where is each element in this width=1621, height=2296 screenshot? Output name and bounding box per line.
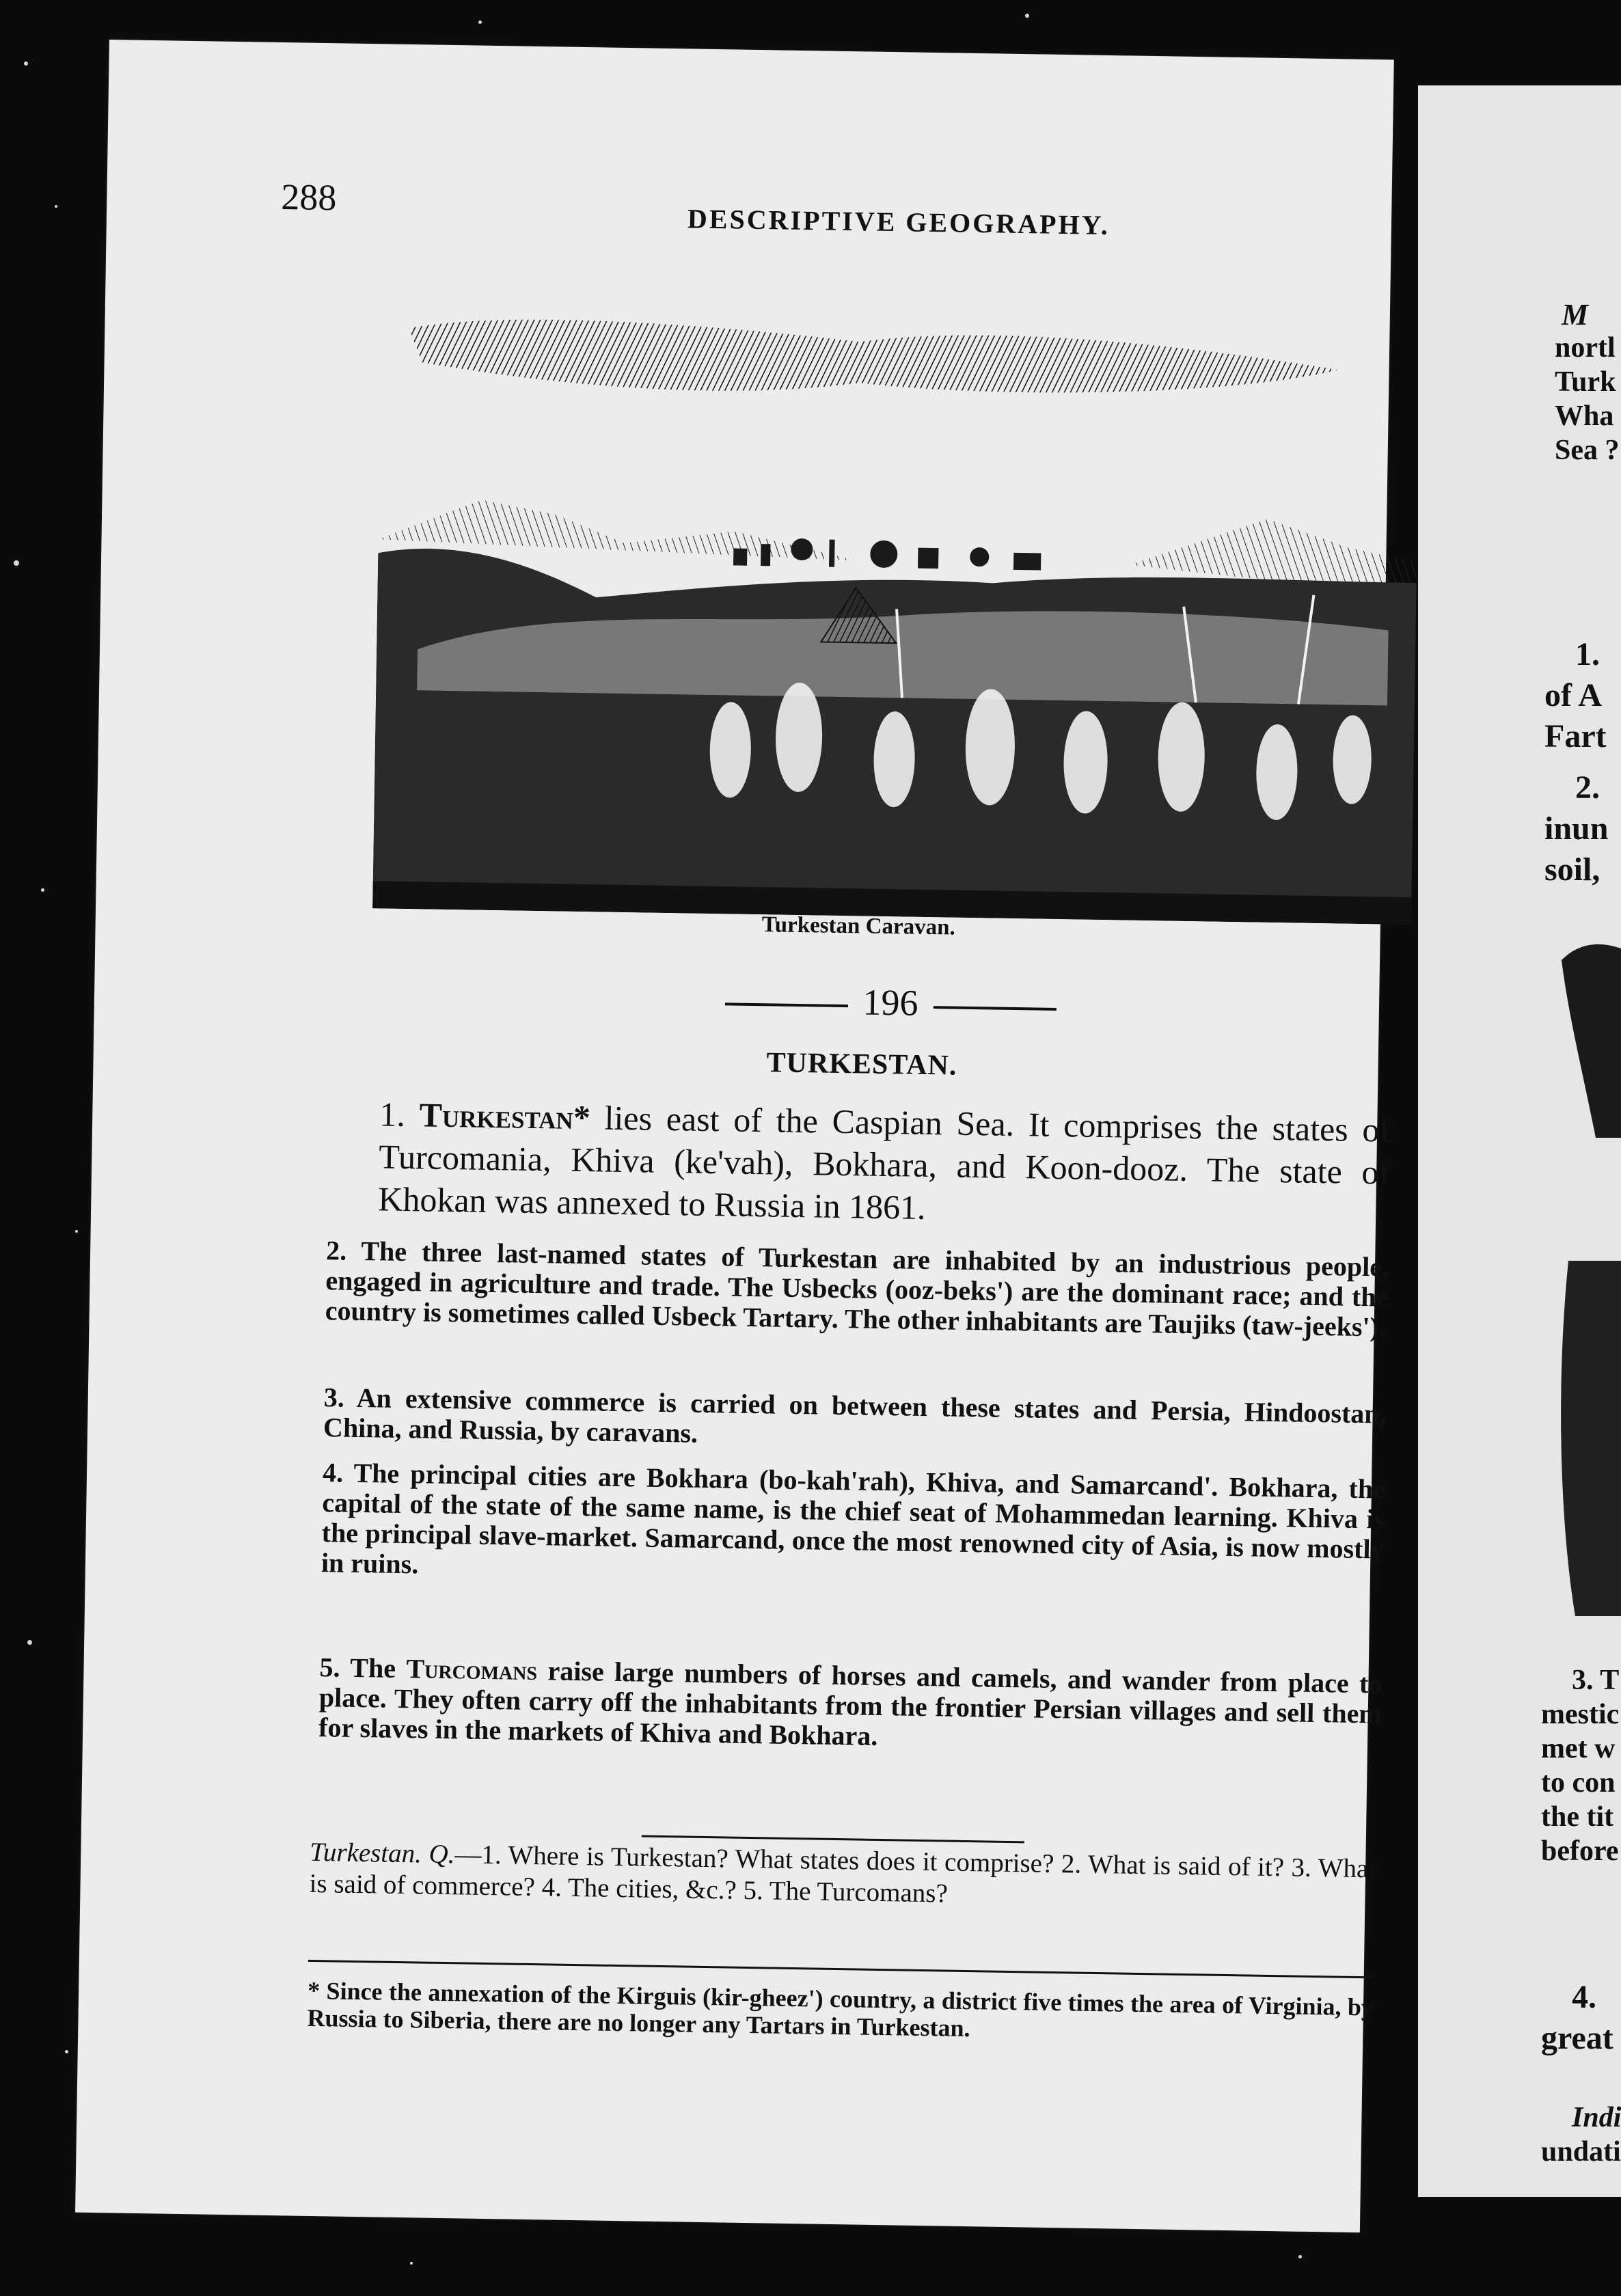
- questions-text: —1. Where is Turkestan? What states does it comprise? 2. What is said of it? 3. What is said of commerce? 4. The cities, &c.? 5. The Turcomans?: [309, 1840, 1376, 1909]
- review-questions: [309, 1837, 1376, 1916]
- figure-illustration-fragment: [1555, 1261, 1621, 1616]
- fragment-text: M: [1562, 298, 1589, 331]
- lesson-rule-left: [724, 1002, 847, 1007]
- book-page: [75, 40, 1394, 2232]
- fragment-text: mestic: [1541, 1699, 1620, 1730]
- paragraph-text: The principal cities are Bokhara (bo-kah'rah), Khiva, and Samarcand'. Bokhara, the capital of the state of the same name, is the chief seat of Mohammedan learning. Khiva is the principal slave-market. Samarcand, once the most renowned city of Asia, is now mostly in ruins.: [321, 1457, 1386, 1580]
- fragment-text: nortl: [1555, 332, 1616, 364]
- fragment-text: undati: [1541, 2136, 1621, 2168]
- questions-label: Turkestan. Q.: [310, 1837, 455, 1870]
- questions-divider: [642, 1835, 1024, 1844]
- paragraph-2: [325, 1235, 1389, 1342]
- lesson-rule-right: [933, 1006, 1056, 1011]
- fragment-text: Wha: [1555, 400, 1614, 432]
- fragment-text: 1.: [1575, 636, 1600, 672]
- figure-caption: Turkestan Caravan.: [761, 912, 956, 940]
- fragment-text: Indi: [1572, 2102, 1621, 2133]
- fragment-text: Turk: [1555, 366, 1616, 398]
- paragraph-number: 1.: [379, 1095, 406, 1134]
- paragraph-1: [378, 1093, 1391, 1235]
- fragment-text: 4.: [1572, 1979, 1596, 2015]
- paragraph-text: raise large numbers of horses and camels, and wander from place to place. They often carry off the inhabitants from the frontier Persian villages and sell them for slaves in the markets of Khiva and Bokhara.: [318, 1655, 1382, 1751]
- lesson-number-text: 196: [862, 981, 918, 1024]
- paragraph-text: The three last-named states of Turkestan are inhabited by an industrious people, engaged in agriculture and trade. The Usbecks (ooz-beks') are the dominant race; and the country is sometimes called Usbeck Tartary. The other inhabitants are Taujiks (taw-jeeks').: [325, 1235, 1389, 1343]
- palm-illustration-fragment: [1555, 933, 1621, 1138]
- lesson-number: [699, 979, 1082, 1027]
- fragment-text: before: [1541, 1835, 1619, 1867]
- fragment-text: 2.: [1575, 769, 1600, 806]
- fragment-text: 3. T: [1572, 1665, 1620, 1696]
- paragraph-lead: The: [350, 1652, 396, 1684]
- fragment-text: the tit: [1541, 1801, 1614, 1833]
- paragraph-number: 3.: [323, 1382, 345, 1413]
- fragment-text: great: [1541, 2020, 1613, 2056]
- fragment-text: inun: [1544, 810, 1609, 847]
- running-head: DESCRIPTIVE GEOGRAPHY.: [687, 203, 1111, 241]
- adjacent-page-fragment: [1418, 85, 1621, 2197]
- paragraph-text: An extensive commerce is carried on between these states and Persia, Hindoostan, China, and Russia, by caravans.: [323, 1382, 1387, 1449]
- fragment-text: soil,: [1544, 851, 1600, 888]
- paragraph-4: [321, 1458, 1386, 1594]
- fragment-text: Sea ?: [1555, 435, 1620, 466]
- proper-name: Turcomans: [406, 1653, 538, 1686]
- fragment-text: of A: [1544, 677, 1602, 713]
- paragraph-number: 4.: [322, 1457, 344, 1488]
- footnote: * Since the annexation of the Kirguis (kir-gheez') country, a district five times the area of Virginia, by Russia to Siberia, there are no longer any Tartars in Turkestan.: [307, 1976, 1374, 2042]
- paragraph-text: lies east of the Caspian Sea. It comprises the states of Turcomania, Khiva (ke'vah), Bokhara, and Koon-dooz. The state of Khokan was annexed to Russia in 1861.: [377, 1098, 1391, 1227]
- paragraph-number: 2.: [325, 1235, 347, 1266]
- section-title: TURKESTAN.: [766, 1047, 957, 1082]
- fragment-text: Fart: [1544, 718, 1607, 754]
- footnote-divider: [308, 1960, 1374, 1979]
- paragraph-3: [323, 1382, 1387, 1459]
- proper-name: Turkestan*: [419, 1095, 591, 1137]
- paragraph-5: [318, 1652, 1382, 1759]
- fragment-text: to con: [1541, 1767, 1616, 1799]
- paragraph-number: 5.: [319, 1652, 340, 1683]
- fragment-text: met w: [1541, 1733, 1616, 1764]
- caravan-engraving: [372, 307, 1421, 925]
- page-number: 288: [280, 176, 337, 219]
